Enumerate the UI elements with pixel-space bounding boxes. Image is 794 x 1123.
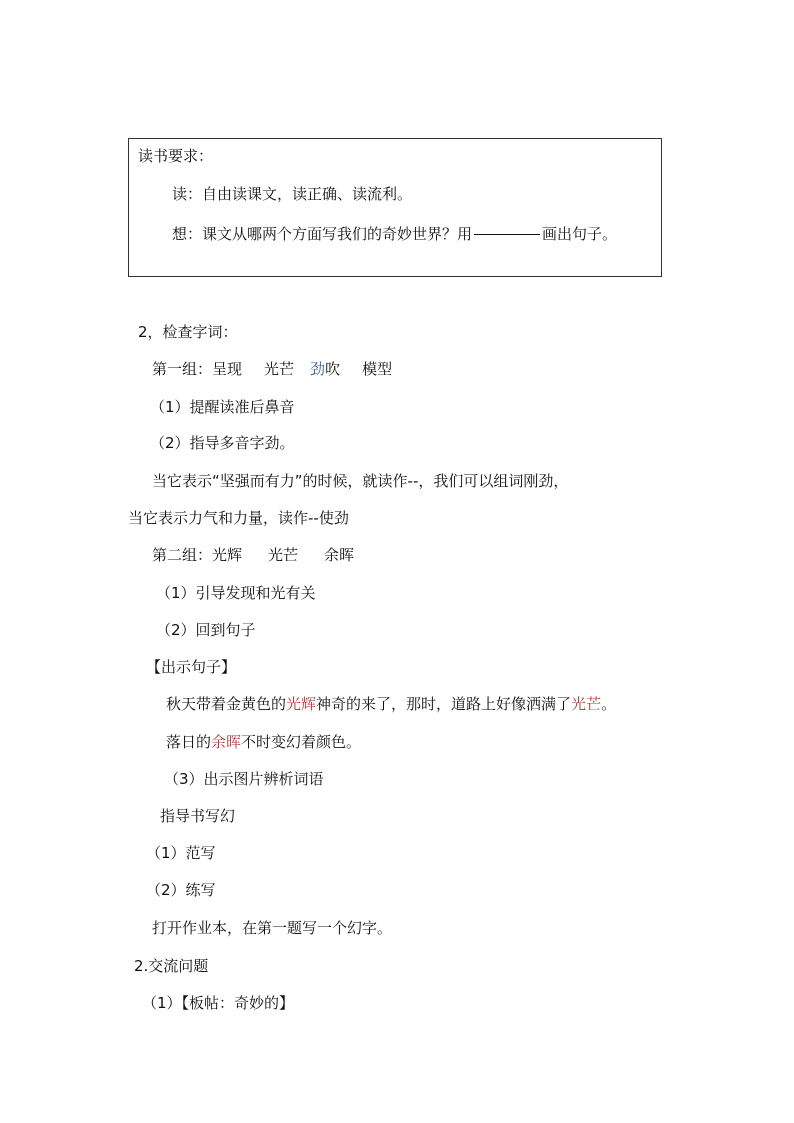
box-think-line (172, 224, 617, 244)
sentence1-part-c: 神奇的来了，那时，道路上好像洒满了 (316, 695, 572, 713)
box-title: 读书要求： (138, 147, 214, 165)
box-read-line: 读：自由读课文，读正确、读流利。 (172, 185, 413, 203)
group1-word2: 光芒 (264, 360, 295, 378)
show-sentence-heading: 【出示句子】 (146, 658, 237, 676)
g2-item2: （2）回到句子 (156, 621, 256, 639)
guide-write-heading: 指导书写幻 (160, 807, 236, 825)
think-text-before: 想：课文从哪两个方面写我们的奇妙世界？用 (172, 225, 473, 243)
sentence1-keyword-guangmang: 光芒 (571, 695, 602, 713)
group1-word3-char: 劲 (310, 360, 326, 378)
g1-item1: （1）提醒读准后鼻音 (150, 398, 295, 416)
sentence2 (166, 732, 361, 752)
underline-mark (474, 234, 540, 235)
group1-word4: 模型 (362, 360, 393, 378)
group1-word3-rest: 吹 (325, 360, 341, 378)
sentence1 (166, 694, 616, 714)
explain-line1: 当它表示“坚强而有力”的时候，就读作--，我们可以组词刚劲， (152, 472, 569, 490)
board-line: （1）【板帖：奇妙的】 (142, 994, 295, 1012)
exchange-heading: 2.交流问题 (134, 957, 209, 975)
g2-item1: （1）引导发现和光有关 (156, 584, 316, 602)
sentence2-keyword-yuhui: 余晖 (211, 733, 242, 751)
explain-line2: 当它表示力气和力量，读作--使劲 (128, 509, 349, 527)
sentence1-part-a: 秋天带着金黄色的 (166, 695, 287, 713)
sentence1-keyword-guanghui: 光辉 (286, 695, 317, 713)
sentence2-part-c: 不时变幻着颜色。 (241, 733, 362, 751)
group2-line (152, 545, 354, 565)
group2-word1: 光辉 (212, 546, 243, 564)
think-text-after: 画出句子。 (542, 225, 618, 243)
write-item2: （2）练写 (146, 881, 216, 899)
write-item1: （1）范写 (146, 844, 216, 862)
homework-line: 打开作业本，在第一题写一个幻字。 (152, 919, 393, 937)
g2-item3: （3）出示图片辨析词语 (164, 770, 324, 788)
group2-word3: 余晖 (324, 546, 355, 564)
group2-label: 第二组： (152, 546, 213, 564)
group1-word1: 呈现 (212, 360, 243, 378)
group1-line (152, 359, 392, 379)
group1-label: 第一组： (152, 360, 213, 378)
sentence1-period: 。 (601, 695, 617, 713)
g1-item2: （2）指导多音字劲。 (150, 434, 295, 452)
check-words-heading: 2，检查字词： (138, 323, 238, 341)
group2-word2: 光芒 (268, 546, 299, 564)
sentence2-part-a: 落日的 (166, 733, 212, 751)
